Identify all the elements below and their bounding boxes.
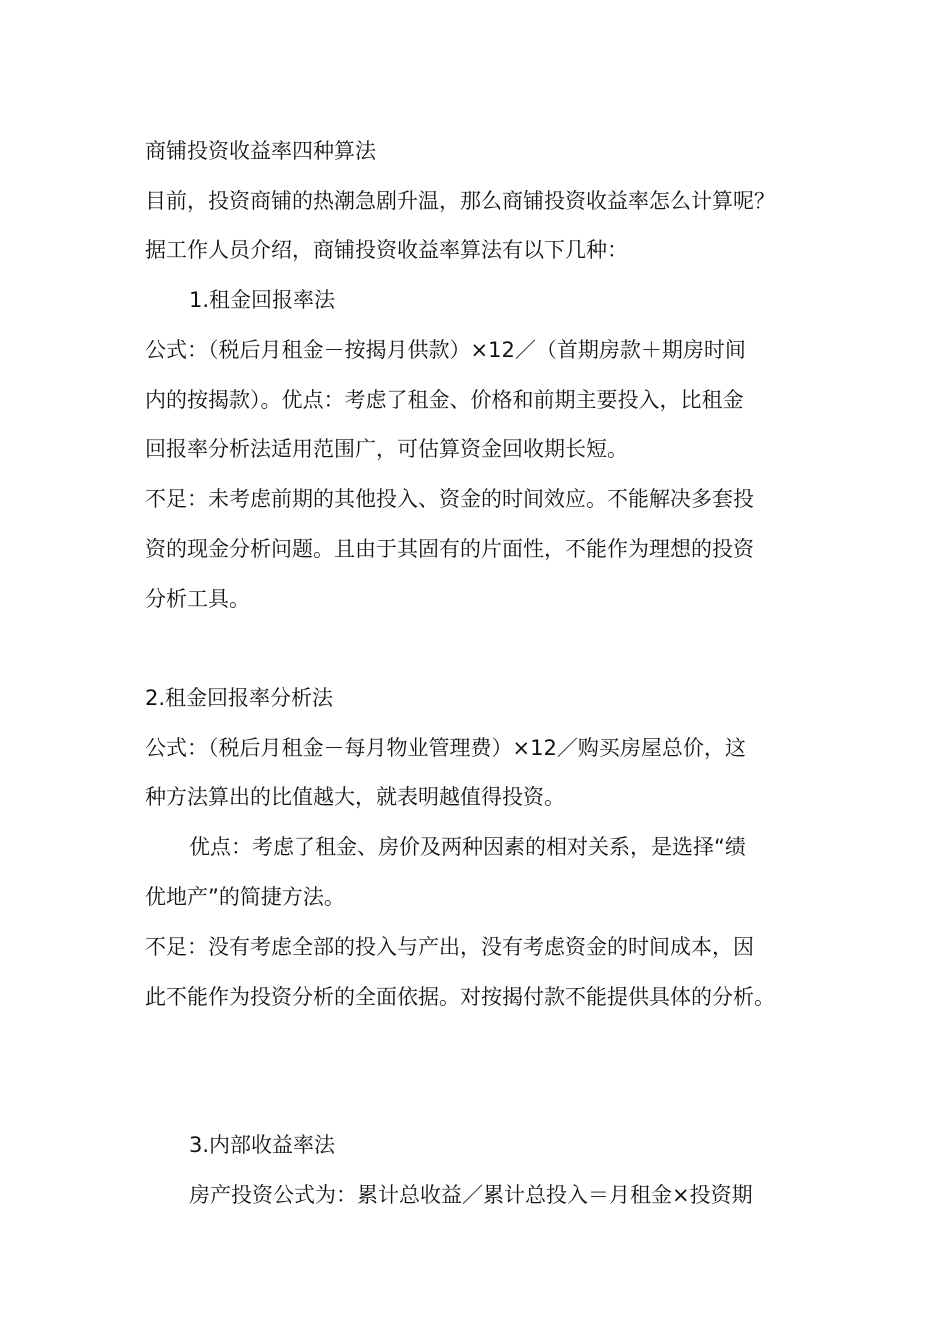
intro-line-2: 据工作人员介绍，商铺投资收益率算法有以下几种： [145, 238, 628, 262]
document-title: 商铺投资收益率四种算法 [145, 139, 376, 163]
intro-line-1: 目前，投资商铺的热潮急剧升温，那么商铺投资收益率怎么计算呢？ [145, 189, 775, 213]
section-1-line-4: 不足：未考虑前期的其他投入、资金的时间效应。不能解决多套投 [145, 487, 754, 511]
section-1-line-5: 资的现金分析问题。且由于其固有的片面性，不能作为理想的投资 [145, 537, 754, 561]
section-2-line-3: 优点：考虑了租金、房价及两种因素的相对关系，是选择“绩 [189, 835, 746, 859]
section-2-line-6: 此不能作为投资分析的全面依据。对按揭付款不能提供具体的分析。 [145, 985, 775, 1009]
section-3-heading: 3.内部收益率法 [189, 1133, 336, 1157]
section-3-line-1: 房产投资公式为：累计总收益／累计总投入＝月租金×投资期 [189, 1183, 753, 1207]
section-2-line-1: 公式：（税后月租金－每月物业管理费）×12／购买房屋总价，这 [145, 736, 746, 760]
section-1-line-2: 内的按揭款）。优点：考虑了租金、价格和前期主要投入，比租金 [145, 388, 744, 412]
section-2-line-2: 种方法算出的比值越大，就表明越值得投资。 [145, 785, 565, 809]
section-2-heading: 2.租金回报率分析法 [145, 686, 334, 710]
section-1-line-3: 回报率分析法适用范围广，可估算资金回收期长短。 [145, 437, 628, 461]
section-2-line-5: 不足：没有考虑全部的投入与产出，没有考虑资金的时间成本，因 [145, 935, 754, 959]
section-1-line-1: 公式：（税后月租金－按揭月供款）×12／（首期房款＋期房时间 [145, 338, 746, 362]
section-1-heading: 1.租金回报率法 [189, 288, 336, 312]
section-2-line-4: 优地产”的简捷方法。 [145, 885, 345, 909]
section-1-line-6: 分析工具。 [145, 587, 250, 611]
